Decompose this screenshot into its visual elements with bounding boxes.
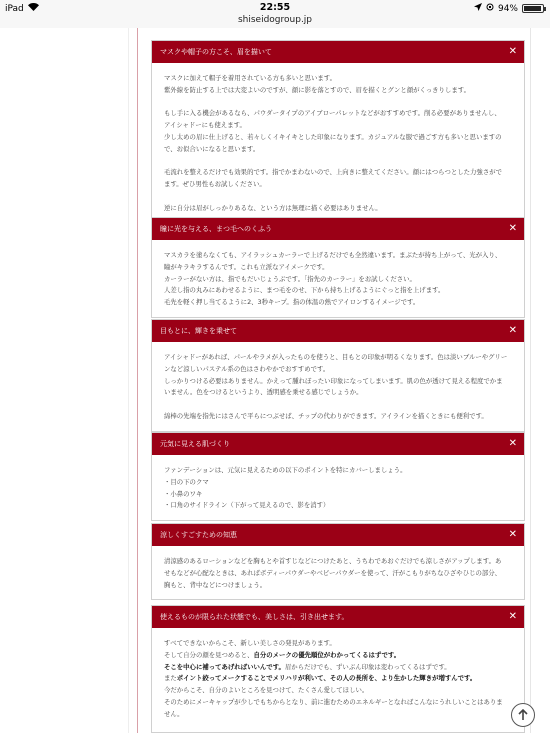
battery-icon (522, 4, 544, 13)
paragraph: 清涼感のあるローションなどを胸もとや首すじなどにつけたあと、うちわであおぐだけでも涼しさがアップします。あ せもなどが心配なときは、あればボディーパウダーやベビーパウダーを使って、汗がこもりがちなひざやひじの部分、 胸もと、背中などにつけましょう。 (164, 557, 502, 589)
battery-percent: 94% (497, 3, 518, 14)
paragraph: 逆に自分は眉がしっかりあるな、という方は無理に描く必要はありません。 (164, 203, 382, 212)
paragraph: 綿棒の先端を指先にはさんで平らにつぶせば、チップの代わりができます。アイラインを描くときにも便利です。 (164, 411, 488, 420)
status-right (474, 3, 544, 14)
accordion-header[interactable] (152, 433, 524, 455)
emphasis: 自分のメークの優先順位がわかってくるはずです。 (253, 650, 401, 659)
back-to-top-button[interactable] (511, 703, 535, 727)
accordion-body (152, 63, 524, 223)
text-line: そして自分の顔を見つめると、 (164, 650, 254, 659)
accordion-body (152, 342, 524, 431)
accordion-body (152, 628, 524, 729)
emphasis: ポイント絞ってメークすることでメリハリが利いて、その人の長所を、より生かした輝きが増すんです。 (176, 674, 477, 683)
accordion-card-eyeshadow (151, 319, 525, 432)
accordion-card-cool (151, 523, 525, 600)
close-icon[interactable]: ✕ (508, 529, 517, 540)
close-icon[interactable]: ✕ (508, 223, 517, 234)
text-line: そのためにメーキャップが少しでもちからとなり、前に進むためのエネルギーとなればこんなにうれしいことはありま せん。 (164, 697, 503, 718)
column-divider-right (530, 28, 531, 733)
accordion-header[interactable] (152, 320, 524, 342)
paragraph: ファンデーションは、元気に見えるための以下のポイントを特にカバーしましょう。 ・目の下のクマ ・小鼻のワキ ・口角のサイドライン（下がって見えるので、影を消す） (164, 466, 407, 510)
accordion-title: マスクや帽子の方こそ、眉を描いて (160, 48, 272, 56)
rotation-lock-icon (486, 3, 494, 14)
text-line: 今だからこそ、自分のよいところを見つけて、たくさん愛してほしい。 (164, 686, 369, 695)
accordion-title: 目もとに、輝きを乗せて (160, 327, 237, 335)
text-line: 眉からだけでも、ずいぶん印象は変わってくるはずです。 (284, 662, 451, 671)
arrow-up-icon (517, 706, 529, 725)
column-divider (128, 28, 129, 733)
accordion-body (152, 240, 524, 317)
text-line: また (164, 674, 177, 683)
accordion-title: 使えるものが限られた状態でも、美しさは、引き出せます。 (160, 613, 349, 621)
page-content[interactable] (0, 28, 550, 733)
accordion-title: 瞳に光を与える、まつ毛へのくふう (160, 225, 272, 233)
paragraph: マスクに加えて帽子を着用されている方も多いと思います。 紫外線を防止する上では大変よいのですが、顔に影を落とすので、眉を描くとグンと顔がくっきりします。 (164, 74, 470, 94)
accordion-card-lashes (151, 217, 525, 318)
battery-fill (524, 6, 541, 11)
paragraph: 毛流れを整えるだけでも効果的です。指でかまわないので、上向きに整えてください。顔にはつらつとした力強さがで ます。ぜひ男性もお試しください。 (164, 168, 502, 189)
status-bar (0, 0, 550, 28)
accordion-header[interactable] (152, 41, 524, 63)
paragraph (164, 638, 514, 721)
accordion-body (152, 455, 524, 520)
accordion-card-beauty (151, 605, 525, 733)
accordion-header[interactable] (152, 606, 524, 628)
close-icon[interactable]: ✕ (508, 611, 517, 622)
accordion-card-eyebrow (151, 40, 525, 224)
accordion-header[interactable] (152, 218, 524, 240)
accordion-header[interactable] (152, 524, 524, 546)
device-name: iPad (5, 3, 24, 14)
close-icon[interactable]: ✕ (508, 46, 517, 57)
paragraph: マスカラを塗らなくても、アイラッシュカーラーで上げるだけでも全然違います。まぶたが持ち上がって、光が入り、 瞳がキラキラするんです。これも立派なアイメークです。 カーラーがない方は、指でもだいじょうぶです。「指先のカーラー」をお試しください。 人差し指の丸みにあわせるように、まつ毛をのせ、下から持ち上げるようにぐっと指を上げます。 毛先を軽く押し当てるように2、3秒キープ。指の体温の熱でアイロンするイメージです。 (164, 251, 502, 307)
text-line: すべてできないからこそ、新しい美しさの発見があります。 (164, 639, 336, 647)
location-arrow-icon (474, 3, 482, 14)
paragraph: アイシャドーがあれば、パールやラメが入ったものを使うと、目もとの印象が明るくなります。色は淡いブルーやグリー ンなど涼しいパステル系の色はさわやかでおすすめです。 しっかりつける必要はありません。かえって腫れぼったい印象になってしまいます。肌の色が透けて見える程度でかま いません。色をつけるというより、透明感を乗せる感じでしょうか。 (164, 353, 508, 397)
emphasis: そこを中心に補ってあげればいいんです。 (164, 662, 285, 671)
paragraph: もし手に入る機会があるなら、パウダータイプのアイブローパレットなどがおすすめです。削る必要がありませんし、 アイシャドーにも使えます。 少し太めの眉に仕上げると、若々しくイキイキとした印象になります。カジュアルな服で過ごす方も多いと思いますの で、お似合いになると思います。 (164, 109, 502, 153)
accent-rule (137, 28, 138, 733)
address-bar-url[interactable]: shiseidogroup.jp (237, 15, 313, 25)
clock: 22:55 (259, 2, 291, 13)
close-icon[interactable]: ✕ (508, 438, 517, 449)
accordion-title: 元気に見える肌づくり (160, 440, 230, 448)
accordion-body (152, 546, 524, 599)
accordion-title: 涼しくすごすための知恵 (160, 531, 237, 539)
accordion-card-skin (151, 432, 525, 521)
close-icon[interactable]: ✕ (508, 325, 517, 336)
